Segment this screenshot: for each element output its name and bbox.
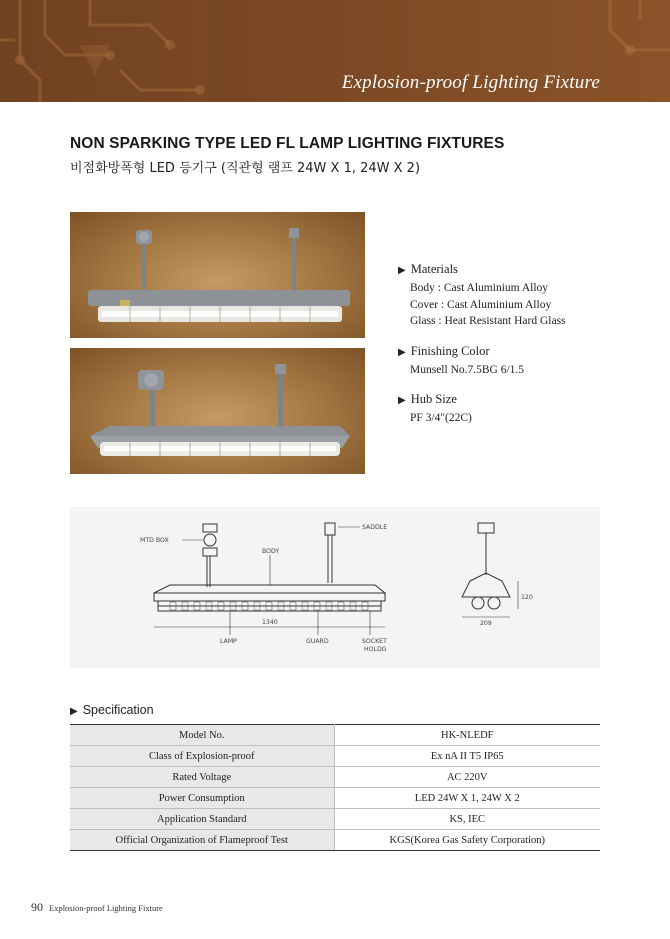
table-row <box>70 788 600 809</box>
spec-label: Application Standard <box>70 809 334 830</box>
triangle-bullet-icon: ▶ <box>70 706 78 717</box>
label-height: 120 <box>521 594 533 601</box>
triangle-bullet-icon: ▶ <box>398 265 406 276</box>
spec-label: Rated Voltage <box>70 767 334 788</box>
specification-title: Specification <box>82 703 154 717</box>
feature-list <box>398 262 638 441</box>
specification-heading <box>70 703 154 717</box>
table-row <box>70 767 600 788</box>
footer-text: Explosion-proof Lighting Fixture <box>49 903 163 913</box>
spec-value: AC 220V <box>334 767 600 788</box>
label-socket: SOCKET <box>362 638 387 645</box>
table-row <box>70 830 600 851</box>
product-photo-2 <box>70 348 365 474</box>
spec-value: KGS(Korea Gas Safety Corporation) <box>334 830 600 851</box>
technical-drawing <box>70 507 600 668</box>
specification-table <box>70 724 600 851</box>
label-guard: GUARD <box>306 638 329 645</box>
feature-line: Cover : Cast Aluminium Alloy <box>410 298 552 311</box>
table-row <box>70 809 600 830</box>
spec-value: HK-NLEDF <box>334 725 600 746</box>
feature-materials <box>398 262 638 330</box>
feature-line: PF 3/4"(22C) <box>410 412 472 424</box>
triangle-bullet-icon: ▶ <box>398 346 406 358</box>
table-row <box>70 725 600 746</box>
label-saddle: SADDLE <box>362 524 388 531</box>
feature-hub-size <box>398 392 638 427</box>
header-banner <box>0 0 670 102</box>
feature-heading: Materials <box>410 262 458 276</box>
spec-value: LED 24W X 1, 24W X 2 <box>334 788 600 809</box>
spec-label: Class of Explosion-proof <box>70 746 334 767</box>
table-row <box>70 746 600 767</box>
feature-line: Glass : Heat Resistant Hard Glass <box>410 315 566 327</box>
spec-label: Power Consumption <box>70 788 334 809</box>
feature-heading: Finishing Color <box>410 343 490 358</box>
product-title-ko: 비점화방폭형 LED 등기구 (직관형 램프 24W X 1, 24W X 2) <box>70 161 421 176</box>
label-mtd-box: MTD BOX <box>140 537 169 544</box>
label-lamp: LAMP <box>220 638 237 645</box>
page-number: 90 <box>31 900 43 914</box>
spec-label: Official Organization of Flameproof Test <box>70 830 334 851</box>
label-body: BODY <box>262 548 280 555</box>
feature-heading: Hub Size <box>410 392 457 406</box>
spec-label: Model No. <box>70 725 334 746</box>
spec-value: KS, IEC <box>334 809 600 830</box>
feature-line: Munsell No.7.5BG 6/1.5 <box>410 363 525 376</box>
triangle-bullet-icon: ▶ <box>398 395 406 406</box>
feature-finishing-color <box>398 344 638 379</box>
product-title-en: NON SPARKING TYPE LED FL LAMP LIGHTING FIXTURES <box>70 135 505 152</box>
spec-value: Ex nA II T5 IP65 <box>334 746 600 767</box>
label-holdg: HOLDG <box>364 646 387 653</box>
label-width: 209 <box>480 620 492 627</box>
section-title: Explosion-proof Lighting Fixture <box>341 72 600 93</box>
product-photo-1 <box>70 212 365 338</box>
page-footer <box>31 898 163 916</box>
feature-line: Body : Cast Aluminium Alloy <box>410 282 549 294</box>
label-length: 1340 <box>262 619 278 626</box>
